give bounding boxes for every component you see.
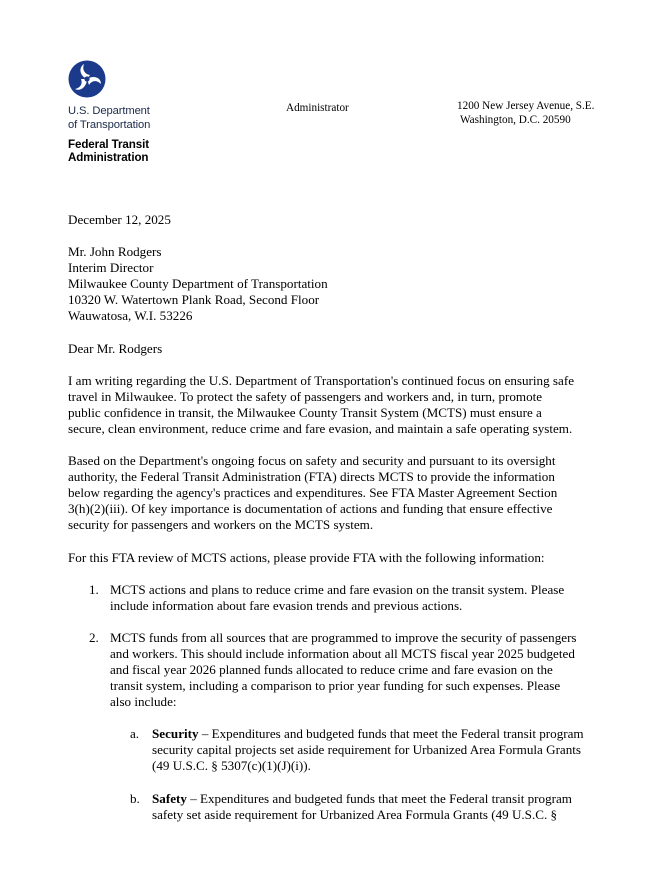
- office-address: [457, 99, 594, 127]
- address-line-2: Washington, D.C. 20590: [460, 114, 571, 126]
- sub-item-term: Safety: [152, 790, 187, 806]
- dot-logo-icon: [68, 60, 106, 98]
- recipient-line: Milwaukee County Department of Transportation: [68, 276, 328, 292]
- department-name: [68, 104, 150, 132]
- recipient-block: [68, 244, 643, 324]
- paragraph-2: [68, 453, 643, 533]
- address-line-1: 1200 New Jersey Avenue, S.E.: [457, 100, 595, 112]
- list-item: [68, 630, 643, 710]
- paragraph-line: secure, clean environment, reduce crime and fare evasion, and maintain a safe operating system.: [68, 420, 573, 436]
- department-line-1: U.S. Department: [68, 105, 150, 117]
- paragraph-line: security for passengers and workers on the MCTS system.: [68, 517, 374, 533]
- sub-item-line: security capital projects set aside requirement for Urbanized Area Formula Grants: [152, 742, 582, 758]
- sub-list-letter: b.: [130, 790, 140, 806]
- recipient-line: Mr. John Rodgers: [68, 244, 162, 260]
- sub-item-text: – Expenditures and budgeted funds that meet the Federal transit program: [186, 790, 572, 806]
- sub-item-term: Security: [152, 726, 199, 742]
- department-line-2: of Transportation: [68, 119, 151, 131]
- sub-item-line: (49 U.S.C. § 5307(c)(1)(J)(i)).: [152, 758, 311, 774]
- list-number: 2.: [89, 629, 99, 645]
- agency-line-1: Federal Transit: [68, 138, 149, 151]
- list-item-line: and workers. This should include information about all MCTS fiscal year 2025 budgeted: [110, 645, 575, 661]
- paragraph-line: travel in Milwaukee. To protect the safety of passengers and workers and, in turn, promote: [68, 388, 543, 404]
- letter-date: December 12, 2025: [68, 212, 171, 227]
- paragraph-1: [68, 373, 643, 437]
- office-title: Administrator: [286, 102, 349, 114]
- paragraph-line: authority, the Federal Transit Administration (FTA) directs MCTS to provide the information: [68, 469, 555, 485]
- paragraph-line: public confidence in transit, the Milwaukee County Transit System (MCTS) must ensure a: [68, 404, 542, 420]
- agency-name: [68, 138, 149, 164]
- sub-item-text: – Expenditures and budgeted funds that meet the Federal transit program: [198, 726, 584, 742]
- recipient-line: Wauwatosa, W.I. 53226: [68, 308, 193, 324]
- list-item-line: also include:: [110, 694, 177, 710]
- list-item-line: MCTS funds from all sources that are programmed to improve the security of passengers: [110, 629, 577, 645]
- paragraph-line: 3(h)(2)(iii). Of key importance is documentation of actions and funding that ensure effective: [68, 501, 553, 517]
- sub-item-line: safety set aside requirement for Urbanized Area Formula Grants (49 U.S.C. §: [152, 806, 558, 822]
- list-item-line: include information about fare evasion trends and previous actions.: [110, 597, 463, 613]
- sub-list-item: [68, 726, 643, 774]
- sub-list-letter: a.: [130, 726, 140, 742]
- list-number: 1.: [89, 581, 99, 597]
- list-item-line: MCTS actions and plans to reduce crime and fare evasion on the transit system. Please: [110, 581, 565, 597]
- paragraph-line: below regarding the agency's practices and expenditures. See FTA Master Agreement Section: [68, 485, 558, 501]
- letter-body: [68, 212, 643, 823]
- agency-line-2: Administration: [68, 151, 149, 164]
- recipient-line: Interim Director: [68, 260, 154, 276]
- list-item: [68, 582, 643, 614]
- paragraph-line: Based on the Department's ongoing focus on safety and security and pursuant to its oversight: [68, 453, 556, 469]
- recipient-line: 10320 W. Watertown Plank Road, Second Floor: [68, 292, 320, 308]
- sub-list-item: [68, 791, 643, 823]
- salutation: Dear Mr. Rodgers: [68, 340, 163, 356]
- list-item-line: and fiscal year 2026 planned funds allocated to reduce crime and fare evasion on the: [110, 661, 553, 677]
- list-item-line: transit system, including a comparison to prior year funding for such expenses. Please: [110, 678, 561, 694]
- paragraph-line: I am writing regarding the U.S. Department of Transportation's continued focus on ensuring safe: [68, 372, 575, 388]
- paragraph-3: For this FTA review of MCTS actions, please provide FTA with the following information:: [68, 549, 545, 565]
